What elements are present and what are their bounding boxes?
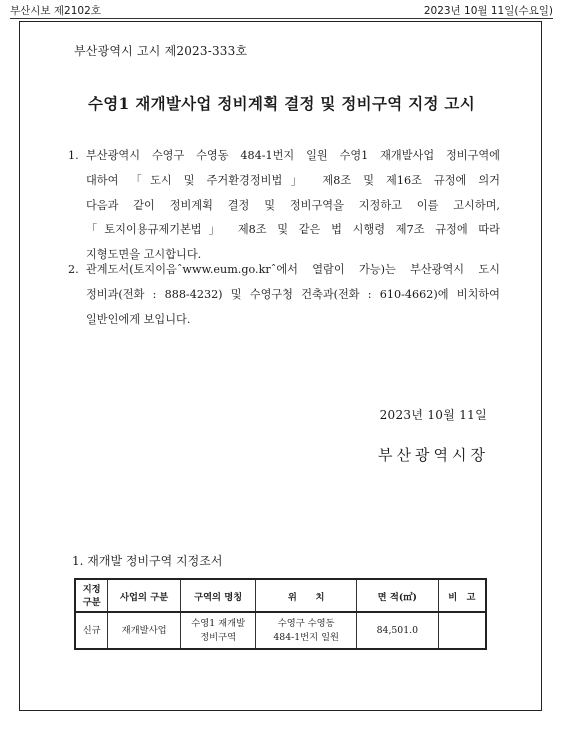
header-cell: 위 치: [256, 579, 357, 612]
table-header-row: [75, 579, 486, 612]
bulletin-date: 2023년 10월 11일(수요일): [423, 5, 553, 17]
header-cell: 사업의 구분: [108, 579, 181, 612]
paragraph-line: 지형도면을 고시합니다.: [86, 248, 202, 262]
bulletin-header: [10, 3, 553, 19]
header-cell: 구역의 명칭: [180, 579, 256, 612]
paragraph-1: [68, 144, 500, 268]
table-cell: 재개발사업: [108, 612, 181, 649]
signer: 부산광역시장: [378, 446, 489, 464]
paragraph-number: 1.: [68, 149, 79, 162]
designation-table: [74, 578, 487, 650]
section-title: 1. 재개발 정비구역 지정조서: [72, 554, 223, 568]
notice-date: 2023년 10월 11일: [379, 408, 487, 422]
header-cell: 비 고: [438, 579, 486, 612]
paragraph-line: 대하여 「도시 및 주거환경정비법」 제8조 및 제16조 규정에 의거: [86, 173, 500, 187]
paragraph-number: 2.: [68, 263, 79, 276]
paragraph-line: 다음과 같이 정비계획 결정 및 정비구역을 지정하고 이를 고시하며,: [86, 198, 500, 212]
paragraph-line: 「토지이용규제기본법」 제8조 및 같은 법 시행령 제7조 규정에 따라: [86, 223, 500, 237]
table-row: [75, 612, 486, 649]
paragraph-line: 정비과(전화 : 888-4232) 및 수영구청 건축과(전화 : 610-4662)에 비치하여: [86, 287, 500, 301]
paragraph-line: 관계도서(토지이음ˆwww.eum.go.krˆ에서 열람이 가능)는 부산광역시 도시: [86, 263, 500, 276]
header-cell: 면 적(㎡): [356, 579, 438, 612]
paragraph-line: 일반인에게 보입니다.: [86, 312, 191, 326]
bulletin-number: 부산시보 제2102호: [10, 5, 101, 17]
table-cell: [438, 612, 486, 649]
header-rule: [10, 18, 553, 19]
paragraph-line: 부산광역시 수영구 수영동 484-1번지 일원 수영1 재개발사업 정비구역에: [86, 149, 500, 162]
table-cell: 신규: [75, 612, 108, 649]
table-cell: 수영1 재개발 정비구역: [180, 612, 256, 649]
notice-title: 수영1 재개발사업 정비계획 결정 및 정비구역 지정 고시: [88, 94, 475, 113]
table-cell: 84,501.0: [356, 612, 438, 649]
header-cell: 지정 구분: [75, 579, 108, 612]
paragraph-2: [68, 258, 500, 332]
notice-number: 부산광역시 고시 제2023-333호: [74, 44, 248, 58]
table-cell: 수영구 수영동 484-1번지 일원: [256, 612, 357, 649]
